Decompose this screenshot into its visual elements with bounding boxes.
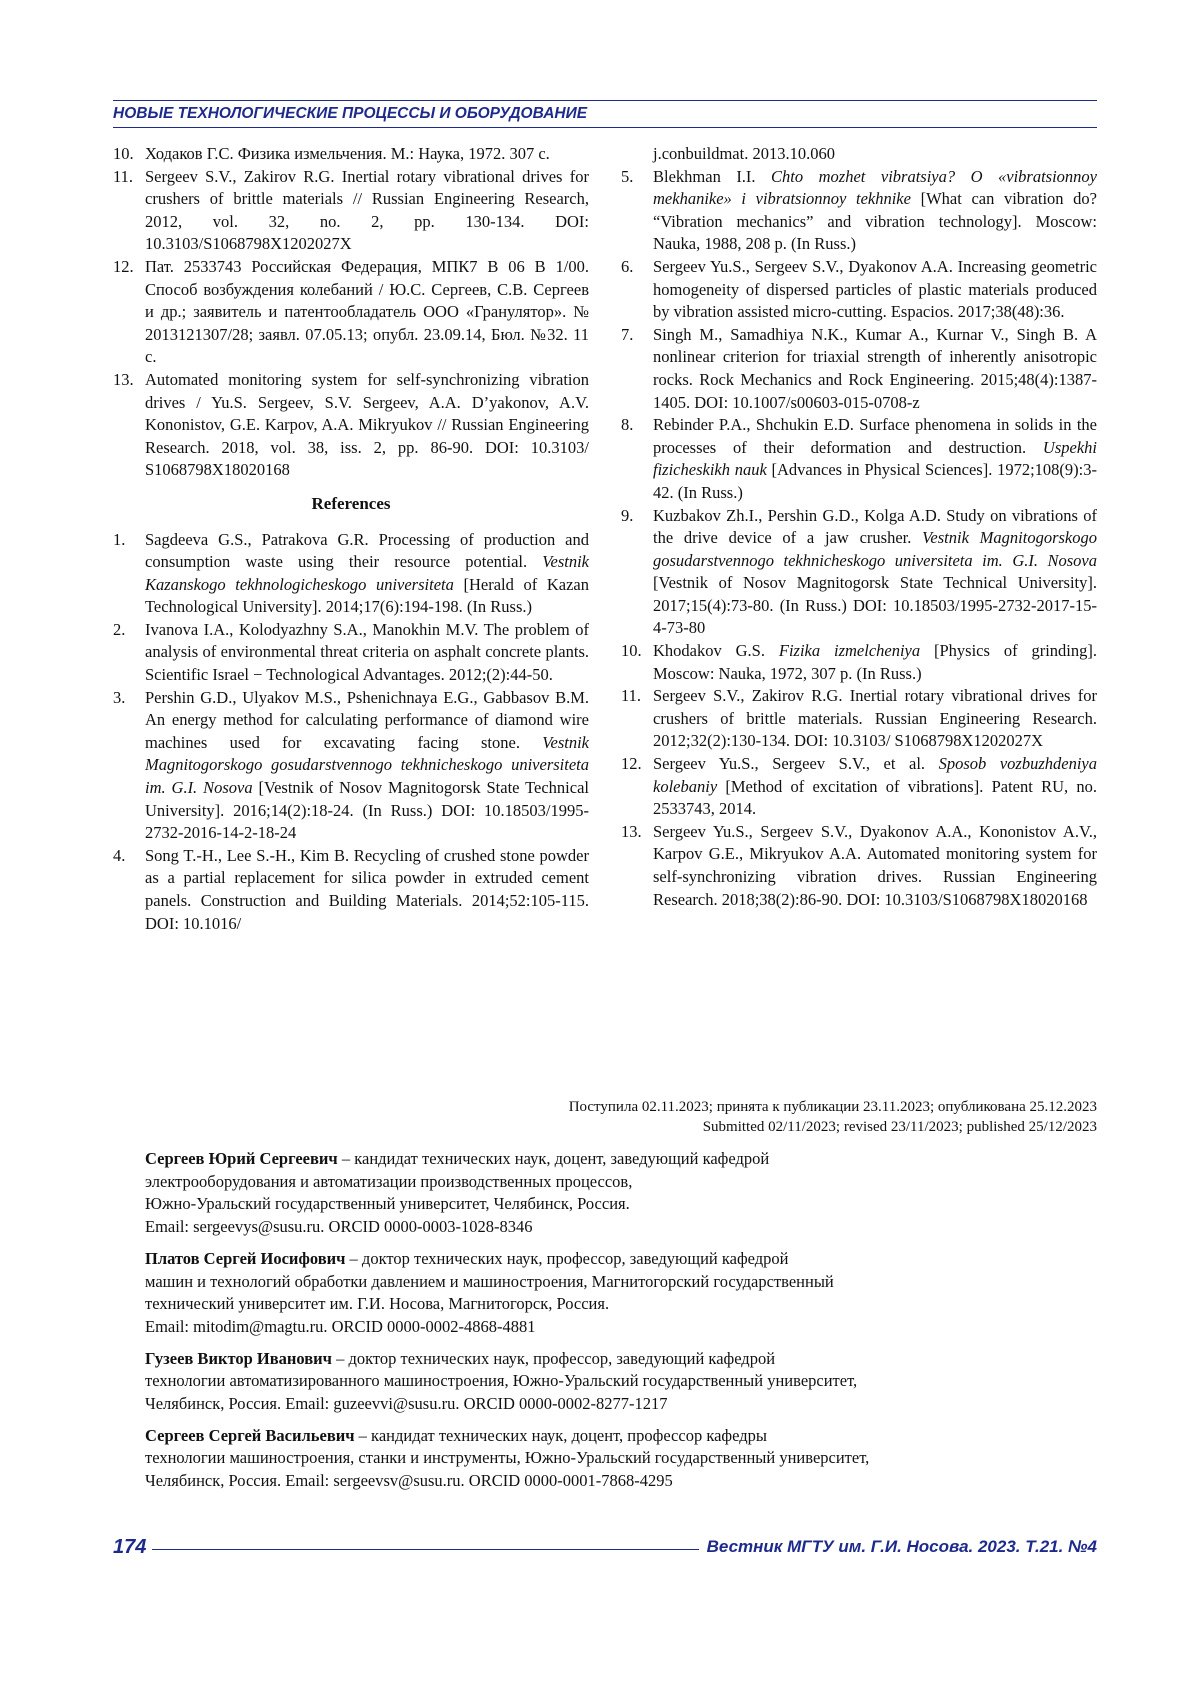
reference-item [113, 845, 589, 935]
reference-number: 3. [113, 687, 126, 707]
reference-number: 6. [621, 256, 634, 276]
reference-text: Kuzbakov Zh.I., Pershin G.D., Kolga A.D. Study on vibrations of the drive device of a jaw crusher. [653, 505, 1097, 548]
author-line [145, 1193, 1095, 1216]
reference-source-title: Uspekhi fizicheskikh nauk [653, 437, 1097, 480]
author-line [145, 1171, 1095, 1194]
reference-item [621, 821, 1097, 911]
reference-text: Ходаков Г.С. Физика измельчения. М.: Наука, 1972. 307 с. [145, 144, 550, 163]
reference-text: Sagdeeva G.S., Patrakova G.R. Processing of production and consumption waste using their resource potential. [145, 529, 589, 572]
running-header [113, 100, 1097, 128]
section-title: НОВЫЕ ТЕХНОЛОГИЧЕСКИЕ ПРОЦЕССЫ И ОБОРУДОВАНИЕ [113, 105, 588, 122]
reference-number: 4. [113, 845, 126, 865]
author-line [145, 1447, 1095, 1470]
reference-text: Sergeev Yu.S., Sergeev S.V., et al. [653, 754, 939, 774]
author-detail: технологии автоматизированного машиностроения, Южно-Уральский государственный университет, [145, 1371, 858, 1391]
reference-item [621, 256, 1097, 324]
author-entry [145, 1148, 1095, 1239]
author-entry [145, 1248, 1095, 1339]
author-line [145, 1271, 1095, 1294]
reference-item [621, 685, 1097, 753]
english-reference-list-left [113, 529, 589, 936]
publication-dates [569, 1097, 1097, 1137]
reference-text: Sergeev S.V., Zakirov R.G. Inertial rotary vibrational drives for crushers of brittle materials // Russian Engineering Research, 2012, vol. 32, no. 2, pp. 130-134. DOI: 10.3103/S1068798X1202027X [145, 166, 589, 254]
author-detail: технологии машиностроения, станки и инструменты, Южно-Уральский государственный университет, [145, 1448, 870, 1468]
author-line [145, 1393, 1095, 1416]
right-column [621, 143, 1097, 911]
page-number: 174 [113, 1536, 147, 1558]
author-line [145, 1425, 1095, 1448]
reference-item [621, 414, 1097, 504]
reference-item [113, 369, 589, 482]
author-name: Сергеев Сергей Васильевич [145, 1425, 355, 1445]
reference-item [113, 166, 589, 256]
reference-number: 12. [621, 754, 642, 774]
reference-text: Song T.-H., Lee S.-H., Kim B. Recycling of crushed stone powder as a partial replacement for silica powder in extruded cement panels. Construction and Building Materials. 2014;52:105-115. DOI: 10.1016/ [145, 845, 589, 933]
author-line [145, 1148, 1095, 1171]
reference-text: Pershin G.D., Ulyakov M.S., Pshenichnaya E.G., Gabbasov B.M. An energy method for calculating performance of diamond wire machines used for excavating facing stone. [145, 687, 589, 752]
author-detail: – кандидат технических наук, доцент, профессор кафедры [358, 1425, 767, 1445]
author-detail: – доктор технических наук, профессор, заведующий кафедрой [336, 1348, 776, 1368]
reference-text: Automated monitoring system for self-synchronizing vibration drives / Yu.S. Sergeev, S.V. Sergeev, A.A. D’yakonov, A.V. Kononistov, G.E. Karpov, A.A. Mikryukov // Russian Engineering Research. 2018, vol. 38, iss. 2, pp. 86-90. DOI: 10.3103/ S1068798X18020168 [145, 369, 589, 480]
reference-text: [Vestnik of Nosov Magnitogorsk State Technical University]. 2017;15(4):73-80. (In Russ.) DOI: 10.18503/1995-2732-2017-15-4-73-80 [653, 573, 1097, 638]
reference-number: 2. [113, 619, 126, 639]
reference-number: 9. [621, 505, 634, 525]
author-detail: Email: sergeevys@susu.ru. ORCID 0000-0003-1028-8346 [145, 1217, 533, 1237]
english-reference-list-right [621, 166, 1097, 912]
references-heading: References [311, 493, 391, 513]
reference-text: Sergeev S.V., Zakirov R.G. Inertial rotary vibrational drives for crushers of brittle materials. Russian Engineering Research. 2012;32(2):130-134. DOI: 10.3103/ S1068798X1202027X [653, 686, 1097, 751]
author-line [145, 1216, 1095, 1239]
author-detail: электрооборудования и автоматизации производственных процессов, [145, 1171, 633, 1191]
reference-item [621, 505, 1097, 641]
reference-text: [Herald of Kazan Technological University]. 2014;17(6):194-198. (In Russ.) [145, 574, 589, 617]
author-detail: Челябинск, Россия. Email: guzeevvi@susu.ru. ORCID 0000-0002-8277-1217 [145, 1394, 668, 1414]
reference-number: 5. [621, 166, 634, 186]
journal-citation: Вестник МГТУ им. Г.И. Носова. 2023. Т.21. №4 [706, 1537, 1097, 1556]
reference-text: [Physics of grinding]. Moscow: Nauka, 1972, 307 p. (In Russ.) [653, 641, 1097, 683]
reference-source-title: Chto mozhet vibratsiya? O «vibratsionnoy mekhanike» i vibratsionnoy tekhnike [653, 166, 1097, 209]
author-name: Гузеев Виктор Иванович [145, 1348, 332, 1368]
reference-number: 1. [113, 529, 126, 549]
reference-text: [Vestnik of Nosov Magnitogorsk State Technical University]. 2016;14(2):18-24. (In Russ.) DOI: 10.18503/1995-2732-2016-14-2-18-24 [145, 778, 589, 843]
reference-number: 12. [113, 256, 134, 276]
author-detail: Челябинск, Россия. Email: sergeevsv@susu.ru. ORCID 0000-0001-7868-4295 [145, 1471, 673, 1491]
reference-source-title: Sposob vozbuzhdeniya kolebaniy [653, 754, 1097, 796]
dates-english: Submitted 02/11/2023; revised 23/11/2023; published 25/12/2023 [702, 1119, 1097, 1135]
author-name: Платов Сергей Иосифович [145, 1248, 346, 1268]
reference-text: Khodakov G.S. [653, 641, 779, 661]
reference-item [621, 753, 1097, 821]
reference-number: 11. [113, 166, 134, 186]
author-line [145, 1248, 1095, 1271]
reference-number: 7. [621, 324, 634, 344]
reference-number: 13. [113, 369, 134, 389]
author-line [145, 1348, 1095, 1371]
author-line [145, 1370, 1095, 1393]
author-detail: технический университет им. Г.И. Носова, Магнитогорск, Россия. [145, 1294, 610, 1314]
reference-source-title: Vestnik Magnitogorskogo gosudarstvennogo tekhnicheskogo universiteta im. G.I. Nosova [653, 528, 1097, 570]
reference-number: 11. [621, 686, 642, 706]
reference-text: Blekhman I.I. [653, 166, 772, 186]
reference-text: Sergeev Yu.S., Sergeev S.V., Dyakonov A.A., Kononistov A.V., Karpov G.E., Mikryukov A.A. Automated monitoring system for self-synchronizing vibration drives. Russian Engineering Research. 2018;38(2):86-90. DOI: 10.3103/S1068798X18020168 [653, 821, 1097, 909]
reference-item [113, 619, 589, 687]
reference-text: Rebinder P.A., Shchukin E.D. Surface phenomena in solids in the processes of their deformation and destruction. [653, 415, 1097, 457]
left-column [113, 143, 589, 935]
author-detail: – кандидат технических наук, доцент, заведующий кафедрой [341, 1149, 770, 1168]
reference-text: Sergeev Yu.S., Sergeev S.V., Dyakonov A.A. Increasing geometric homogeneity of dispersed particles of plastic materials produced by vibration assisted micro-cutting. Espacios. 2017;38(48):36. [653, 256, 1097, 322]
reference-item [113, 256, 589, 369]
reference-source-title: Vestnik Kazanskogo tekhnologicheskogo universiteta [145, 552, 589, 594]
reference-continuation: j.conbuildmat. 2013.10.060 [653, 144, 835, 163]
reference-item [113, 529, 589, 619]
reference-source-title: Vestnik Magnitogorskogo gosudarstvennogo tekhnicheskogo universiteta im. G.I. Nosova [145, 732, 589, 798]
reference-text: [Advances in Physical Sciences]. 1972;108(9):3-42. (In Russ.) [653, 460, 1097, 502]
reference-text: [What can vibration do? “Vibration mechanics” and vibration technology]. Moscow: Nauka, 1988, 208 p. (In Russ.) [653, 189, 1097, 254]
author-entry [145, 1348, 1095, 1416]
footer-rule [152, 1549, 699, 1550]
reference-text: Пат. 2533743 Российская Федерация, МПК7 В 06 В 1/00. Способ возбуждения колебаний / Ю.С. Сергеев, С.В. Сергеев и др.; заявитель и патентообладатель ООО «Гранулятор». № 2013121307/28; заявл. 07.05.13; опубл. 23.09.14, Бюл. №32. 11 с. [145, 256, 589, 367]
reference-item [113, 143, 589, 166]
reference-text: Singh M., Samadhiya N.K., Kumar A., Kurnar V., Singh B. A nonlinear criterion for triaxial strength of inherently anisotropic rocks. Rock Mechanics and Rock Engineering. 2015;48(4):1387-1405. DOI: 10.1007/s00603-015-0708-z [653, 324, 1097, 412]
author-line [145, 1316, 1095, 1339]
reference-text: Ivanova I.A., Kolodyazhny S.A., Manokhin M.V. The problem of analysis of environmental threat criteria on asphalt concrete plants. Scientific Israel − Technological Advantages. 2012;(2):44-50. [145, 619, 589, 685]
author-detail: машин и технологий обработки давлением и машиностроения, Магнитогорский государственный [145, 1271, 834, 1291]
dates-russian: Поступила 02.11.2023; принята к публикации 23.11.2023; опубликована 25.12.2023 [568, 1099, 1097, 1115]
reference-number: 10. [113, 144, 134, 163]
reference-source-title: Fizika izmelcheniya [778, 641, 921, 661]
reference-number: 8. [621, 415, 634, 435]
russian-reference-list [113, 143, 589, 482]
author-detail: Южно-Уральский государственный университет, Челябинск, Россия. [145, 1194, 630, 1214]
reference-text: [Method of excitation of vibrations]. Patent RU, no. 2533743, 2014. [653, 776, 1097, 819]
author-line [145, 1293, 1095, 1316]
author-info [145, 1148, 1095, 1502]
author-detail: Email: mitodim@magtu.ru. ORCID 0000-0002-4868-4881 [145, 1316, 536, 1336]
author-name: Сергеев Юрий Сергеевич [145, 1149, 338, 1168]
author-line [145, 1470, 1095, 1493]
reference-number: 13. [621, 821, 642, 841]
reference-item [621, 166, 1097, 256]
author-detail: – доктор технических наук, профессор, заведующий кафедрой [349, 1248, 789, 1268]
author-entry [145, 1425, 1095, 1493]
reference-item [113, 687, 589, 845]
reference-number: 10. [621, 641, 642, 661]
reference-item [621, 640, 1097, 685]
reference-item [621, 324, 1097, 414]
